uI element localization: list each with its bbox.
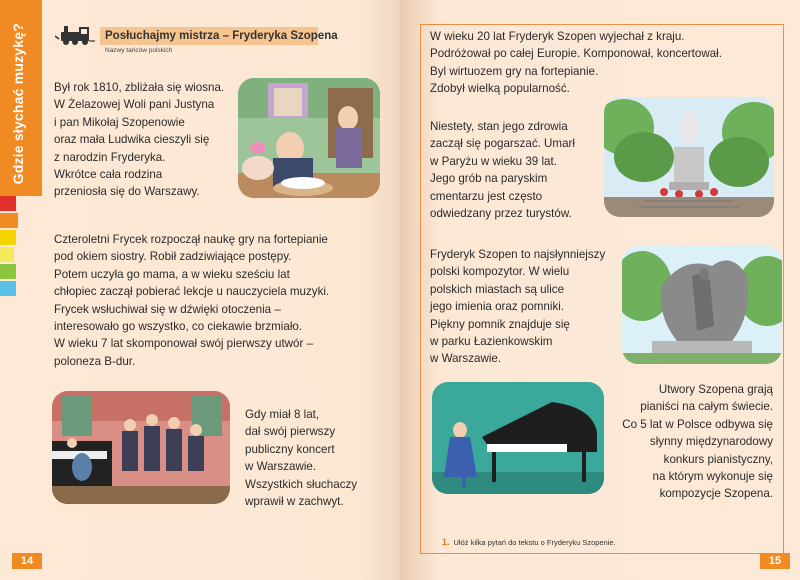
color-bar: [0, 230, 16, 245]
task-text: Ułóż kilka pytań do tekstu o Fryderyku Szopenie.: [453, 538, 616, 547]
concert-illustration: [52, 391, 230, 504]
chapter-side-tab: [0, 0, 42, 196]
page-number-left: 14: [12, 553, 42, 569]
grave-illustration: [604, 97, 774, 217]
color-bar: [0, 264, 16, 279]
pianist-illustration: [432, 382, 604, 494]
paragraph-worldwide: Utwory Szopena grają pianiści na całym świecie. Co 5 lat w Polsce odbywa się słynny międzynarodowy konkurs pianistyczny, na którym wykonuje się kompozycje Szopena.: [622, 383, 773, 501]
page-number-right: 15: [760, 553, 790, 569]
color-bar: [0, 213, 18, 228]
paragraph-concert: Gdy miał 8 lat, dał swój pierwszy publiczny koncert w Warszawie. Wszystkich słuchaczy wprawił w zachwyt.: [245, 408, 358, 509]
lesson-title: Posłuchajmy mistrza – Fryderyka Szopena: [105, 30, 338, 42]
family-illustration: [238, 78, 380, 198]
paragraph-childhood: Czteroletni Frycek rozpoczął naukę gry na fortepianie pod okiem siostry. Robił zadziwiające postępy. Potem uczyła go mama, a w wieku sześciu lat chłopiec zaczął pobierać lekcje u nauczyciela muzyki. Frycek wsłuchiwał się w dźwięki otoczenia – interesowało go wszystko, co ciekawie brzmiało. W wieku 7 lat skomponował swój pierwszy utwór – poloneza B-dur.: [54, 233, 330, 368]
task-instruction: [442, 537, 616, 547]
lesson-subtitle: Nazwy tańców polskich: [105, 47, 173, 54]
monument-illustration: [622, 246, 782, 364]
paragraph-travels: W wieku 20 lat Fryderyk Szopen wyjechał z kraju. Podróżował po całej Europie. Komponował, koncertował. Byl wirtuozem gry na fortepianie. Zdobył wielką popularność.: [430, 30, 722, 96]
color-bar: [0, 196, 16, 211]
task-number: 1.: [442, 537, 450, 547]
color-bars: [0, 196, 18, 298]
train-icon: [55, 24, 97, 46]
color-bar: [0, 281, 16, 296]
chapter-title: Gdzie słychać muzykę?: [10, 22, 26, 184]
paragraph-monument: Fryderyk Szopen to najsłynniejszy polski kompozytor. W wielu polskich miastach są ulice jego imienia oraz pomniki. Piękny pomnik znajduje się w parku Łazienkowskim w Warszawie.: [430, 248, 606, 366]
paragraph-birth: Był rok 1810, zbliżała się wiosna. W Żelazowej Woli pani Justyna i pan Mikołaj Szopenowie oraz mała Ludwika cieszyli się z narodzin Fryderyka. Wkrótce cała rodzina przeniosła się do Warszawy.: [54, 81, 225, 199]
color-bar: [0, 247, 14, 262]
paragraph-illness: Niestety, stan jego zdrowia zaczął się pogarszać. Umarł w Paryżu w wieku 39 lat. Jego grób na paryskim cmentarzu jest często odwiedzany przez turystów.: [430, 120, 575, 221]
